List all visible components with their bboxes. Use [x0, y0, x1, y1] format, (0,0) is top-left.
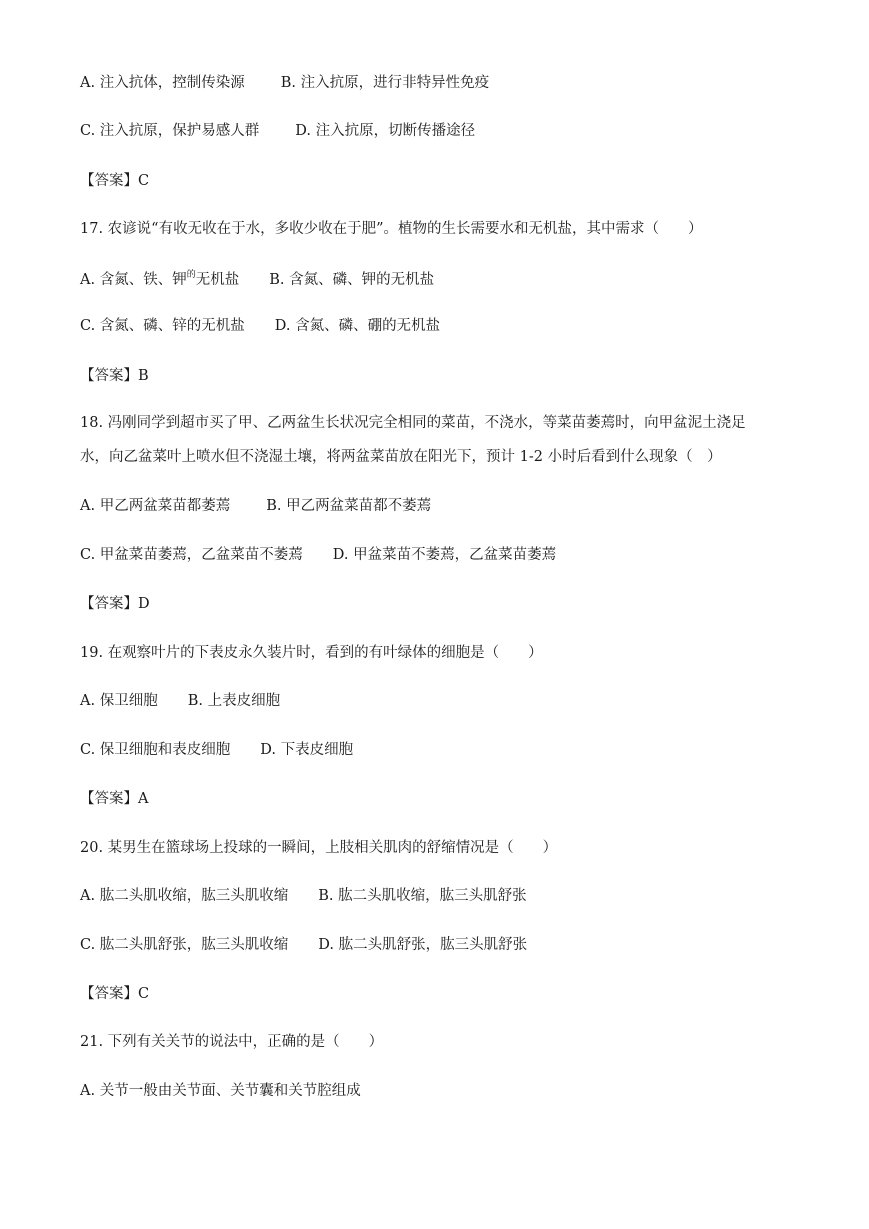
- answer-value: B: [138, 368, 149, 384]
- q18-answer: [80, 594, 150, 614]
- q19-option-d: D. 下表皮细胞: [260, 742, 354, 758]
- q19-option-c: C. 保卫细胞和表皮细胞: [80, 742, 231, 758]
- q21-stem: 21. 下列有关关节的说法中，正确的是（ ）: [80, 1034, 384, 1050]
- answer-tag: 【答案】: [80, 596, 138, 612]
- answer-tag: 【答案】: [80, 986, 138, 1002]
- q20-stem: 20. 某男生在篮球场上投球的一瞬间，上肢相关肌肉的舒缩情况是（ ）: [80, 840, 558, 856]
- q17-options-row1: [80, 270, 434, 292]
- answer-value: C: [138, 173, 150, 189]
- q20-answer: [80, 984, 149, 1004]
- q16-options-row2: [80, 121, 475, 141]
- answer-value: A: [138, 791, 149, 807]
- q16-option-c: C. 注入抗原，保护易感人群: [80, 123, 260, 139]
- q18-options-row2: [80, 545, 556, 565]
- q18-options-row1: [80, 496, 431, 516]
- q19-option-b: B. 上表皮细胞: [187, 693, 281, 709]
- answer-tag: 【答案】: [80, 173, 138, 189]
- q19-option-a: A. 保卫细胞: [80, 693, 158, 709]
- q20-options-row2: [80, 935, 527, 955]
- q17-option-b: B. 含氮、磷、钾的无机盐: [269, 272, 435, 288]
- q18-stem-line2: 水，向乙盆菜叶上喷水但不浇湿土壤，将两盆菜苗放在阳光下，预计 1-2 小时后看到什么现象（ ）: [80, 449, 722, 465]
- q19-options-row1: [80, 691, 280, 711]
- q19-answer: [80, 789, 148, 809]
- q16-option-b: B. 注入抗原，进行非特异性免疫: [280, 75, 490, 91]
- q18-option-c: C. 甲盆菜苗萎蔫，乙盆菜苗不萎蔫: [80, 547, 303, 563]
- q21-option-a: A. 关节一般由关节面、关节囊和关节腔组成: [80, 1083, 361, 1099]
- answer-value: D: [138, 596, 150, 612]
- q16-option-a: A. 注入抗体，控制传染源: [80, 75, 245, 91]
- q20-option-a: A. 肱二头肌收缩，肱三头肌收缩: [80, 888, 289, 904]
- q16-option-d: D. 注入抗原，切断传播途径: [295, 123, 476, 139]
- q19-stem: 19. 在观察叶片的下表皮永久装片时，看到的有叶绿体的细胞是（ ）: [80, 645, 543, 661]
- q20-option-d: D. 肱二头肌舒张，肱三头肌舒张: [318, 937, 528, 953]
- q17-options-row2: [80, 316, 440, 336]
- answer-tag: 【答案】: [80, 368, 138, 384]
- q17-option-d: D. 含氮、磷、硼的无机盐: [274, 318, 441, 334]
- q17-option-a: A. 含氮、铁、钾$^的$无机盐: [80, 270, 240, 288]
- q20-options-row1: [80, 886, 527, 906]
- q18-option-d: D. 甲盆菜苗不萎蔫，乙盆菜苗萎蔫: [332, 547, 557, 563]
- q18-option-b: B. 甲乙两盆菜苗都不萎蔫: [266, 498, 432, 514]
- answer-tag: 【答案】: [80, 791, 138, 807]
- q16-options-row1: [80, 73, 489, 93]
- answer-value: C: [138, 986, 150, 1002]
- q17-option-c: C. 含氮、磷、锌的无机盐: [80, 318, 245, 334]
- q17-stem: 17. 农谚说“有收无收在于水，多收少收在于肥”。植物的生长需要水和无机盐，其中需求（ ）: [80, 221, 703, 237]
- q17-answer: [80, 366, 149, 386]
- q18-option-a: A. 甲乙两盆菜苗都萎蔫: [80, 498, 231, 514]
- q20-option-b: B. 肱二头肌收缩，肱三头肌舒张: [318, 888, 527, 904]
- q16-answer: [80, 171, 149, 191]
- q19-options-row2: [80, 740, 353, 760]
- q20-option-c: C. 肱二头肌舒张，肱三头肌收缩: [80, 937, 289, 953]
- q18-stem-line1: 18. 冯刚同学到超市买了甲、乙两盆生长状况完全相同的菜苗，不浇水，等菜苗萎蔫时，向甲盆泥土浇足: [80, 415, 746, 431]
